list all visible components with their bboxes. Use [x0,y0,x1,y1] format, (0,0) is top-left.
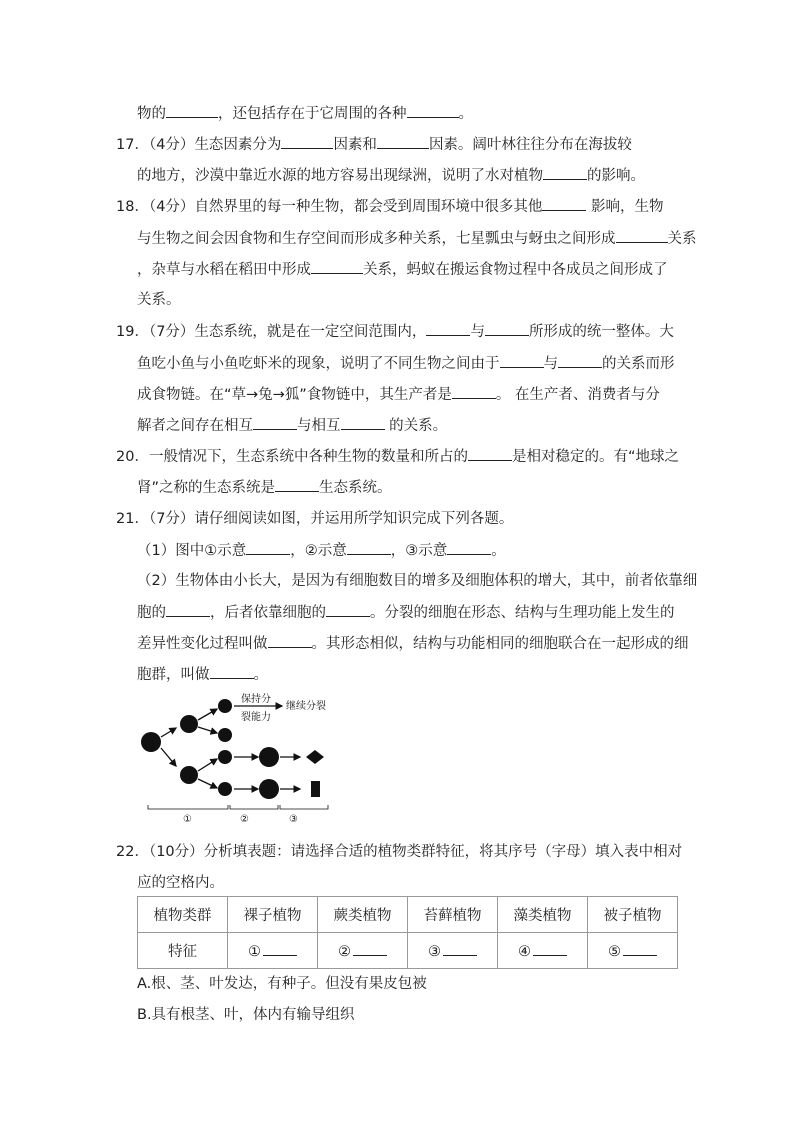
q19-line-1 [116,321,674,342]
cell-mother [141,732,161,752]
q22-option-a: A.根、茎、叶发达，有种子。但没有果皮包被 [137,976,427,992]
text: 一般情况下，生态系统中各种生物的数量和所占的 [148,449,468,465]
answer-blank[interactable] [616,228,668,243]
answer-blank[interactable] [468,446,512,461]
text: 生态系统。 [319,480,392,496]
text: 胞群，叫做 [137,667,210,683]
cell-division-figure [138,693,358,828]
table-header-cell: 蕨类植物 [318,897,408,933]
text: 影响，生物 [586,199,664,215]
stage-bracket-3 [280,805,328,809]
table-answer-cell[interactable] [318,933,408,969]
question-score: （4分） [148,137,195,153]
text: 差异性变化过程叫做 [137,636,268,652]
label-division-ability: 裂能力 [241,712,271,723]
answer-blank[interactable] [263,941,297,956]
q17-line-1 [116,134,632,155]
text: 关系 [667,231,697,247]
text: 所形成的统一整体。大 [528,324,674,340]
text: 成食物链。在“草→兔→狐”食物链中，其生产者是 [137,387,452,403]
text: ，后者依靠细胞的 [210,605,326,621]
cell [218,750,232,764]
table-row [138,933,678,969]
table-header-cell: 裸子植物 [228,897,318,933]
text: 。 [458,106,473,122]
q21-sub-2-line-2 [137,602,675,623]
answer-blank[interactable] [543,165,587,180]
q21-sub-2-line-1 [137,571,697,591]
answer-blank[interactable] [166,103,218,118]
table-answer-cell[interactable] [588,933,678,969]
arrow [198,709,217,720]
text: 请仔细阅读如图，并运用所学知识完成下列各题。 [194,511,514,527]
text: ，②示意 [290,543,347,559]
q19-line-2 [137,353,675,374]
table-row-label: 特征 [138,933,228,969]
q20-line-2 [137,477,392,498]
question-number: 17． [116,137,149,153]
answer-mark: ⑤ [608,944,621,960]
text: 。 [491,543,506,559]
answer-blank[interactable] [533,941,567,956]
q21-sub-2-line-3 [137,633,689,654]
cell-daughter-top [180,715,198,733]
arrow [161,728,176,737]
table-header-cell: 苔藓植物 [408,897,498,933]
text: 。分裂的细胞在形态、结构与生理功能上发生的 [370,605,675,621]
table-header-cell: 植物类群 [138,897,228,933]
answer-blank[interactable] [447,540,491,555]
stage-bracket-1 [148,805,228,809]
label-continue-dividing: 继续分裂 [286,701,326,712]
answer-blank[interactable] [246,540,290,555]
text: 的关系而形 [602,356,675,372]
text: 。 [253,667,268,683]
text: 生态系统，就是在一定空间范围内， [194,324,427,340]
question-score: （7分） [148,324,195,340]
text: 解者之间存在相互 [137,418,253,434]
text: 与相互 [297,418,341,434]
text: 关系。 [137,292,181,308]
q22-option-b: B.具有根茎、叶，体内有输导组织 [137,1007,355,1023]
answer-mark: ② [338,944,351,960]
text: 是相对稳定的。有“地球之 [511,449,679,465]
answer-blank[interactable] [347,540,391,555]
answer-blank[interactable] [443,941,477,956]
text: 关系，蚂蚁在搬运食物过程中各成员之间形成了 [363,262,668,278]
answer-blank[interactable] [253,415,297,430]
arrow [198,759,217,771]
answer-mark: ④ [518,944,531,960]
q18-line-4 [137,290,181,310]
label-keep-dividing: 保持分 [241,694,271,705]
answer-blank[interactable] [623,941,657,956]
text: ，还包括存在于它周围的各种 [218,106,407,122]
arrow [198,779,217,788]
text: （1）图中①示意 [137,543,247,559]
table-answer-cell[interactable] [408,933,498,969]
text: 与生物之间会因食物和生存空间而形成多种关系，七星瓢虫与蚜虫之间形成 [137,231,616,247]
answer-blank[interactable] [210,664,254,679]
text: 物的 [137,106,166,122]
cell [218,782,232,796]
q16-tail-line [137,103,473,124]
q21-sub-2-line-4 [137,664,268,685]
answer-blank[interactable] [500,353,544,368]
text: ，杂草与水稻在稻田中形成 [137,262,311,278]
stage-mark-2: ② [240,814,249,825]
question-number: 21． [116,511,149,527]
q20-line-1 [116,446,679,467]
q18-line-3 [137,259,668,280]
q19-line-4 [137,415,447,436]
text: 鱼吃小鱼与小鱼吃虾米的现象，说明了不同生物之间由于 [137,356,500,372]
question-number: 22． [116,844,149,860]
text: （2）生物体由小长大，是因为有细胞数目的增多及细胞体积的增大，其中，前者依靠细 [137,573,698,589]
answer-mark: ① [248,944,261,960]
cell-large [259,779,279,799]
differentiated-cell-diamond [306,750,324,764]
text: 的影响。 [587,168,645,184]
stage-bracket-2 [230,805,278,809]
answer-blank[interactable] [452,384,496,399]
differentiated-cell-rect [311,781,320,797]
q21-line-1 [116,509,513,529]
text: 的关系。 [384,418,448,434]
answer-blank[interactable] [426,321,470,336]
text: 。 在生产者、消费者与分 [495,387,660,403]
text: 与 [543,356,558,372]
answer-blank[interactable] [326,602,370,617]
text: 分析填表题：请选择合适的植物类群特征，将其序号（字母）填入表中相对 [203,844,683,860]
answer-blank[interactable] [268,633,312,648]
arrow [198,727,217,733]
answer-blank[interactable] [542,196,586,211]
answer-blank[interactable] [558,353,602,368]
cell-daughter-bottom [180,766,198,784]
stage-mark-1: ① [183,814,192,825]
text: 因素和 [333,137,377,153]
text: 应的空格内。 [137,875,224,891]
text: 因素。阔叶林往往分布在海拔较 [428,137,632,153]
text: 肾”之称的生态系统是 [137,480,276,496]
answer-blank[interactable] [341,415,385,430]
table-answer-cell[interactable] [228,933,318,969]
text: 。其形态相似，结构与功能相同的细胞联合在一起形成的细 [311,636,689,652]
answer-blank[interactable] [353,941,387,956]
text: 生态因素分为 [194,137,282,153]
q17-line-2 [137,165,645,186]
text: 与 [470,324,485,340]
question-score: （7分） [148,511,195,527]
answer-blank[interactable] [275,477,319,492]
arrow [161,748,176,766]
question-number: 20． [116,449,149,465]
answer-blank[interactable] [311,259,363,274]
q19-line-3 [137,384,660,405]
answer-blank[interactable] [166,602,210,617]
table-header-row [138,897,678,933]
q22-line-2 [137,873,224,893]
answer-blank[interactable] [407,103,459,118]
q18-line-1 [116,196,664,217]
plant-group-table [137,896,678,969]
table-header-cell: 藻类植物 [498,897,588,933]
text: 胞的 [137,605,166,621]
table-answer-cell[interactable] [498,933,588,969]
answer-blank[interactable] [281,134,333,149]
cell [218,699,232,713]
answer-blank[interactable] [485,321,529,336]
question-score: （10分） [148,844,204,860]
stage-mark-3: ③ [289,814,298,825]
answer-mark: ③ [428,944,441,960]
question-score: （4分） [148,199,195,215]
cell [218,728,232,742]
answer-blank[interactable] [377,134,429,149]
text: ，③示意 [390,543,448,559]
question-number: 19． [116,324,149,340]
q18-line-2 [137,228,697,249]
q21-sub-1 [137,540,506,561]
text: 的地方，沙漠中靠近水源的地方容易出现绿洲，说明了水对植物 [137,168,543,184]
table-header-cell: 被子植物 [588,897,678,933]
question-number: 18． [116,199,149,215]
q22-line-1 [116,842,682,862]
cell-large [259,747,279,767]
text: 自然界里的每一种生物，都会受到周围环境中很多其他 [194,199,543,215]
